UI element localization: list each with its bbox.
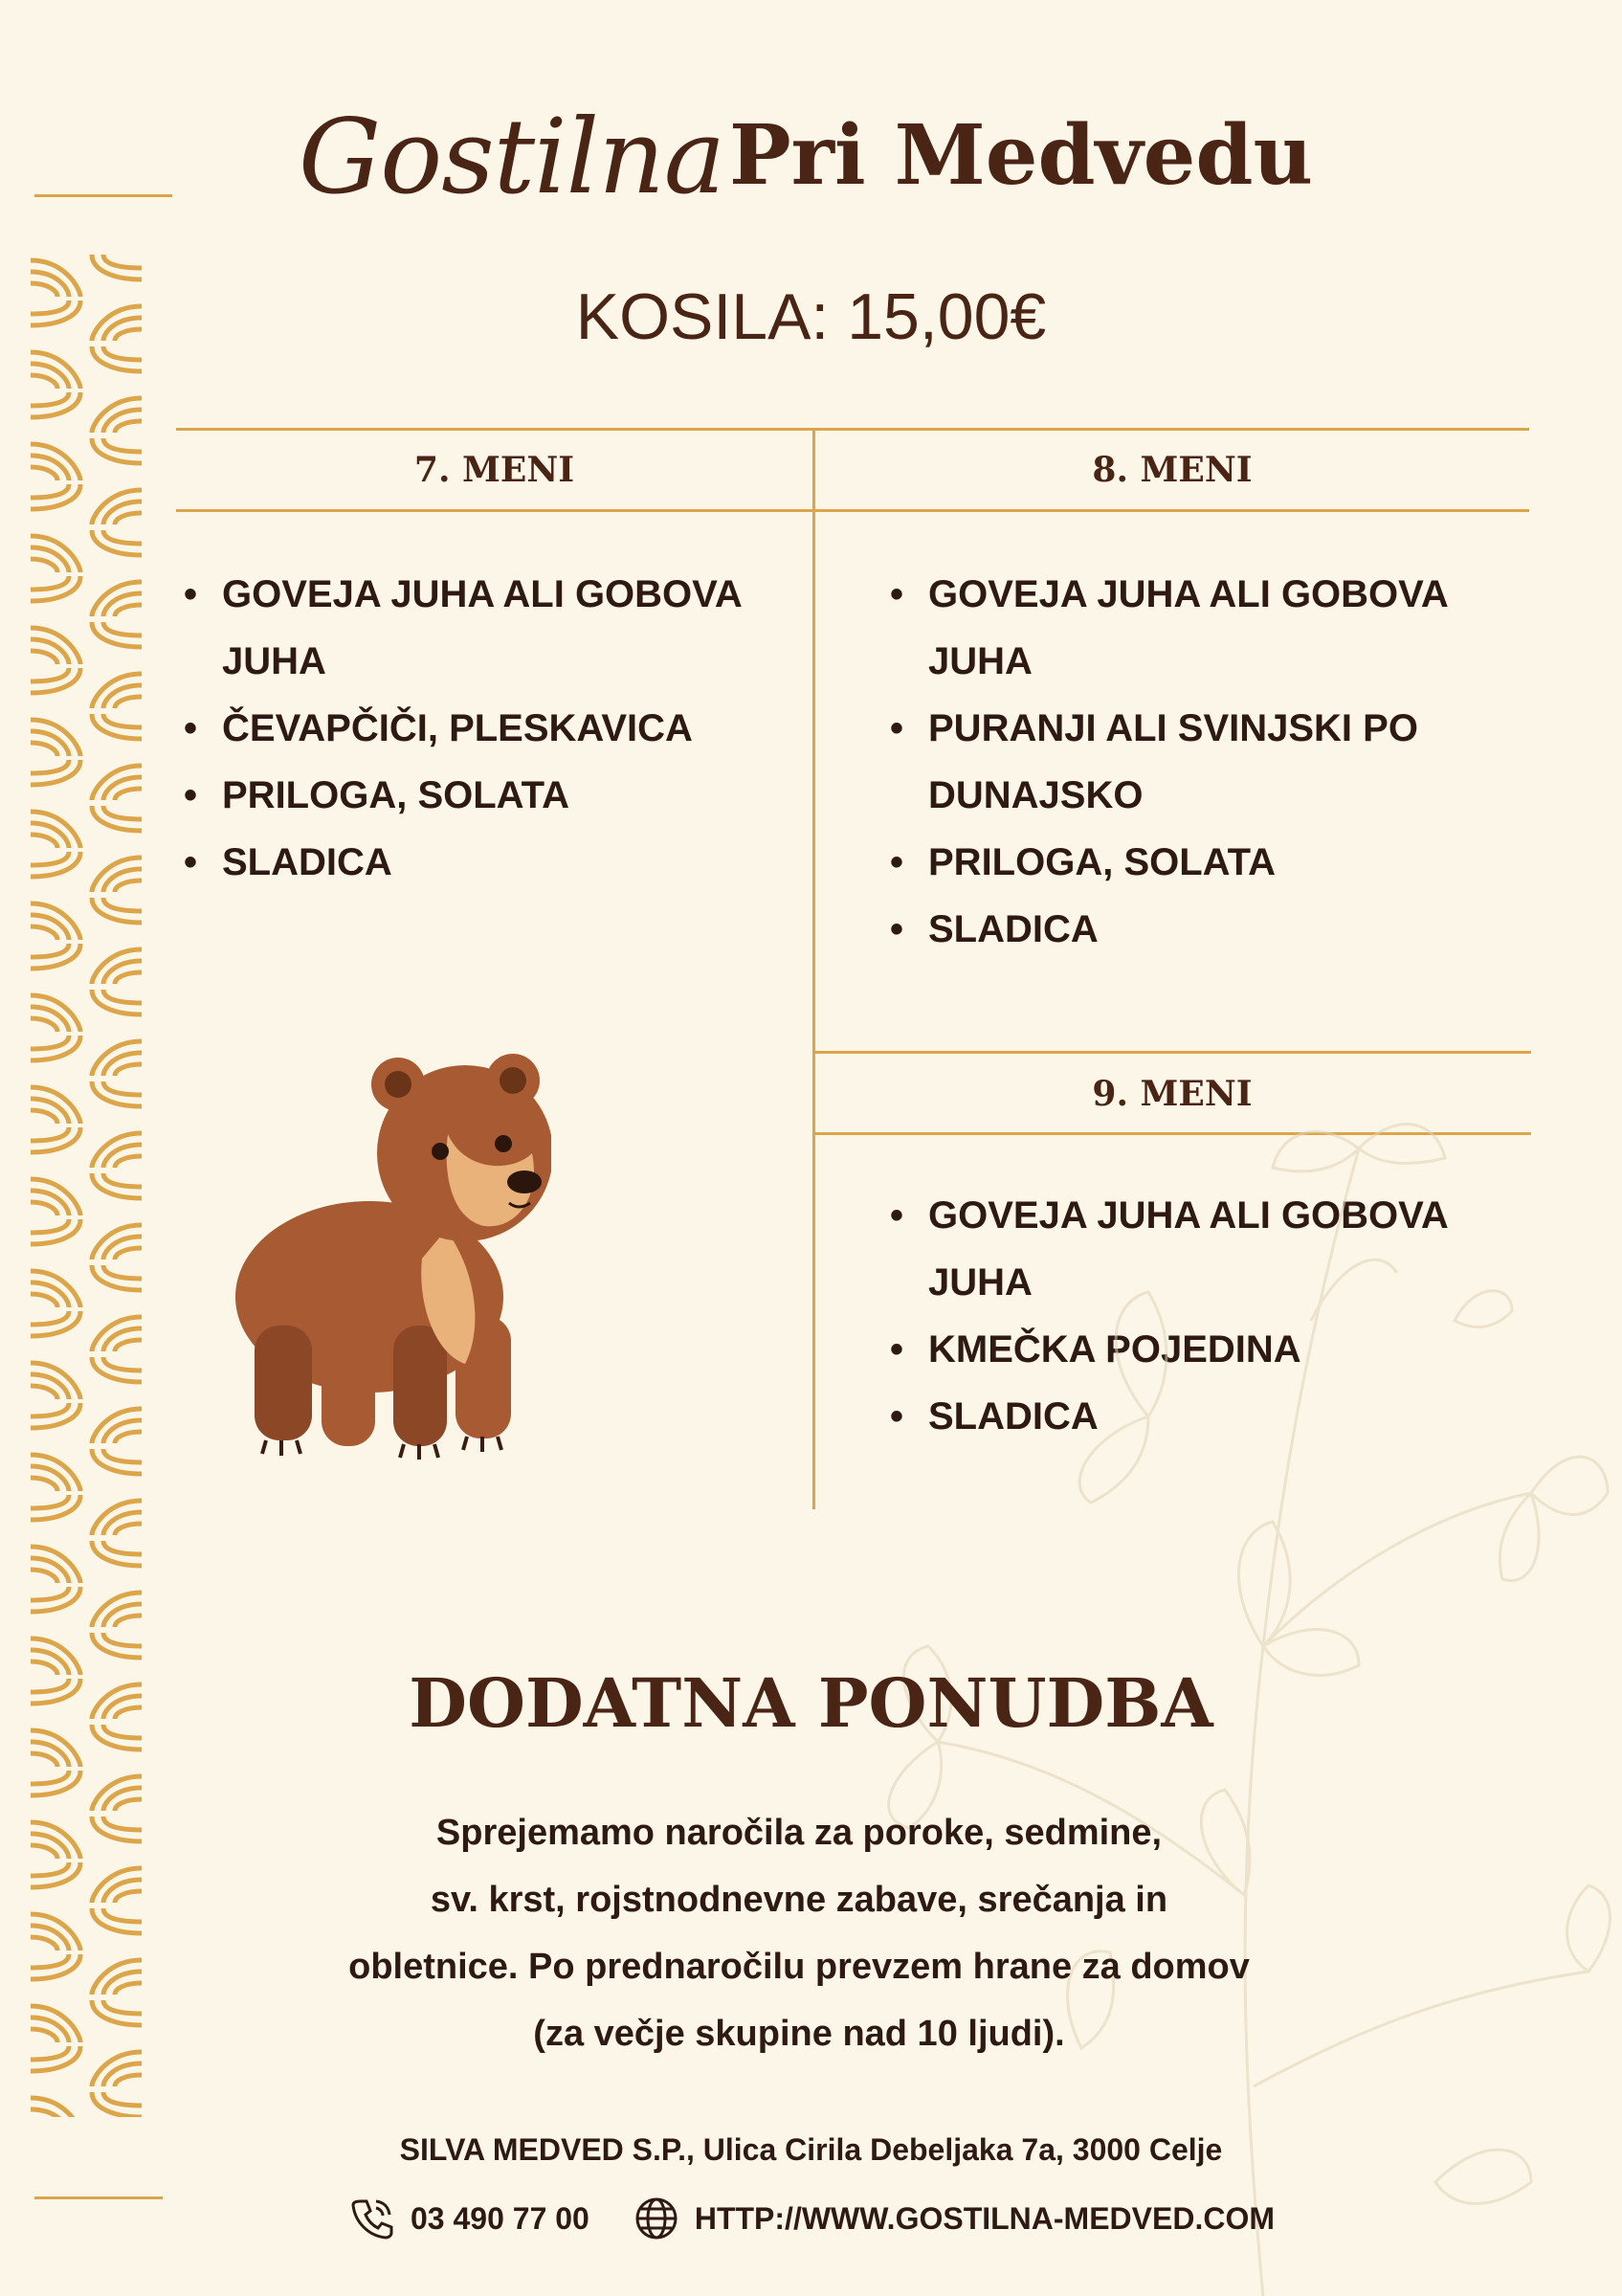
website-link[interactable]: HTTP://WWW.GOSTILNA-MEDVED.COM [694,2200,1275,2236]
menu-9-title: 9. MENI [1092,1074,1253,1114]
brand-name: Pri Medvedu [729,107,1313,204]
contact-row [0,2194,1622,2243]
grid-line-header [176,509,1529,512]
menu-8-list [884,561,1468,963]
grid-line-top [176,428,1529,431]
ornamental-border [27,251,145,2117]
phone-number[interactable]: 03 490 77 00 [411,2200,589,2236]
additional-title: DODATNA PONUDBA [409,1663,1213,1743]
menu-7-item: • ČEVAPČIČI, PLESKAVICA [178,695,762,762]
menu-9-item: • KMEČKA POJEDINA [884,1316,1468,1383]
menu-7-item: • PRILOGA, SOLATA [178,762,762,829]
phone-icon [347,2194,397,2243]
globe-icon [632,2194,681,2243]
menu-8-item: • SLADICA [884,896,1468,963]
address: SILVA MEDVED S.P., Ulica Cirila Debeljaka 7a, 3000 Celje [399,2132,1223,2167]
additional-line: (za večje skupine nad 10 ljudi). [533,2014,1065,2054]
menu-8-item: • PURANJI ALI SVINJSKI PO DUNAJSKO [884,695,1468,829]
lunch-price: KOSILA: 15,00€ [575,280,1047,353]
grid-divider [812,428,815,1509]
menu-8-title: 8. MENI [1092,450,1253,490]
menu-7-list [178,561,762,896]
brand-script: Gostilna [299,98,725,217]
menu-7-item: • GOVEJA JUHA ALI GOBOVA JUHA [178,561,762,695]
menu-7-item: • SLADICA [178,829,762,896]
additional-text [287,1799,1311,2067]
menu-8-item: • PRILOGA, SOLATA [884,829,1468,896]
menu-8-item: • GOVEJA JUHA ALI GOBOVA JUHA [884,561,1468,695]
additional-line: Sprejemamo naročila za poroke, sedmine, [435,1813,1163,1853]
additional-line: obletnice. Po prednaročilu prevzem hrane za domov [348,1947,1250,1987]
header [0,57,1622,249]
bear-illustration [226,1038,551,1460]
additional-line: sv. krst, rojstnodnevne zabave, srečanja in [430,1880,1168,1920]
menu-9-item: • SLADICA [884,1383,1468,1450]
menu-7-title: 7. MENI [413,450,575,490]
menu-9-item: • GOVEJA JUHA ALI GOBOVA JUHA [884,1182,1468,1316]
